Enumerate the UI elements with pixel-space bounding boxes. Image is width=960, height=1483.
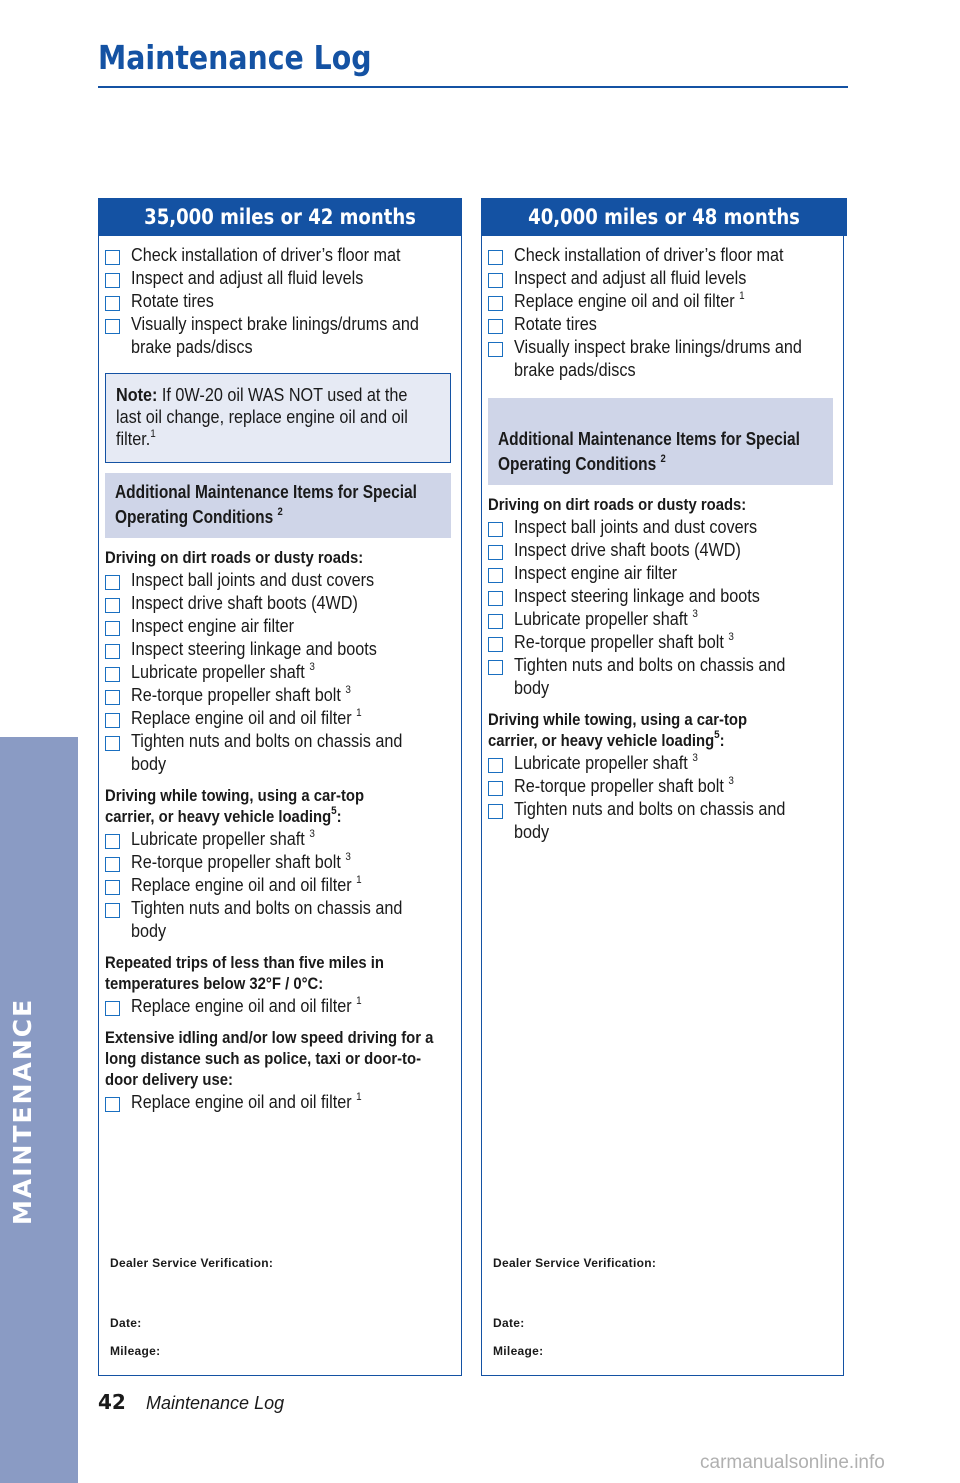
list-item: Replace engine oil and oil filter $^1$ [105,995,455,1018]
checkbox[interactable] [488,250,503,265]
list-item: Inspect and adjust all fluid levels [488,267,837,290]
list-item: Replace engine oil and oil filter $^1$ [105,707,455,730]
list-item: Tighten nuts and bolts on chassis and body [105,897,455,943]
list-item: Inspect drive shaft boots (4WD) [488,539,837,562]
checkbox[interactable] [488,273,503,288]
list-item: Re-torque propeller shaft bolt $^3$ [105,684,455,707]
checkbox[interactable] [488,637,503,652]
footer-section-name: Maintenance Log [146,1393,285,1413]
date-field: Date: [493,1316,525,1330]
checkbox[interactable] [105,273,120,288]
list-item: Inspect engine air filter [488,562,837,585]
checkbox[interactable] [488,545,503,560]
group-title: Driving on dirt roads or dusty roads: [105,549,364,567]
title-rule [98,86,848,88]
list-item: Inspect and adjust all fluid levels [105,267,455,290]
list-item: Inspect drive shaft boots (4WD) [105,592,455,615]
checkbox[interactable] [105,319,120,334]
dirt-road-group [488,495,837,700]
towing-group [105,786,455,943]
standard-items [488,244,837,382]
short-trips-group [105,953,455,1018]
checkbox[interactable] [105,1001,120,1016]
list-item: Replace engine oil and oil filter $^1$ [105,874,455,897]
checkbox[interactable] [105,880,120,895]
list-item: Tighten nuts and bolts on chassis and body [488,798,837,844]
checkbox[interactable] [488,660,503,675]
column-body [481,236,844,1376]
list-item: Replace engine oil and oil filter $^1$ [105,1091,455,1114]
dealer-verification: Dealer Service Verification: [110,1256,274,1270]
list-item: Rotate tires [488,313,837,336]
dealer-verification: Dealer Service Verification: [493,1256,657,1270]
checkbox[interactable] [488,522,503,537]
date-field: Date: [110,1316,142,1330]
list-item: Re-torque propeller shaft bolt $^3$ [105,851,455,874]
list-item: Re-torque propeller shaft bolt $^3$ [488,631,837,654]
dirt-road-group [105,548,455,776]
list-item: Lubricate propeller shaft $^3$ [488,608,837,631]
checkbox[interactable] [488,568,503,583]
checkbox[interactable] [488,614,503,629]
idling-group [105,1028,455,1114]
checkbox[interactable] [105,644,120,659]
group-title: Driving on dirt roads or dusty roads: [488,496,747,514]
checkbox[interactable] [105,667,120,682]
footer-page-number: 42 [98,1390,126,1414]
list-item: Lubricate propeller shaft $^3$ [105,828,455,851]
column-body [98,236,462,1376]
section-side-label [8,1165,48,1225]
checkbox[interactable] [105,1097,120,1112]
list-item: Inspect steering linkage and boots [488,585,837,608]
column-header: 40,000 miles or 48 months [481,198,847,236]
list-item: Lubricate propeller shaft $^3$ [488,752,837,775]
checkbox[interactable] [105,250,120,265]
checkbox[interactable] [105,598,120,613]
list-item: Replace engine oil and oil filter $^1$ [488,290,837,313]
page-title: Maintenance Log [98,38,372,77]
standard-items [105,244,455,359]
column-40000 [481,198,847,1376]
group-title: Extensive idling and/or low speed driving for a long distance such as police, taxi or door-to-door delivery use: [105,1029,434,1089]
oil-note: Note: If 0W-20 oil WAS NOT used at the last oil change, replace engine oil and oil filter.$^1$ [105,373,451,463]
special-conditions-heading: Additional Maintenance Items for Special Operating Conditions $^2$ [105,473,451,538]
towing-group [488,710,837,844]
checkbox[interactable] [488,781,503,796]
checkbox[interactable] [488,804,503,819]
list-item: Inspect ball joints and dust covers [488,516,837,539]
checkbox[interactable] [105,621,120,636]
checkbox[interactable] [488,342,503,357]
checkbox[interactable] [105,575,120,590]
special-conditions-heading: Additional Maintenance Items for Special Operating Conditions $^2$ [488,398,833,485]
checkbox[interactable] [488,591,503,606]
list-item: Tighten nuts and bolts on chassis and body [488,654,837,700]
list-item: Visually inspect brake linings/drums and brake pads/discs [488,336,837,382]
group-title: Driving while towing, using a car-top carrier, or heavy vehicle loading$^5$: [488,711,748,750]
checkbox[interactable] [105,857,120,872]
watermark: carmanualsonline.info [700,1452,885,1473]
list-item: Visually inspect brake linings/drums and brake pads/discs [105,313,455,359]
list-item: Inspect steering linkage and boots [105,638,455,661]
checkbox[interactable] [105,713,120,728]
mileage-field: Mileage: [110,1344,161,1358]
group-title: Driving while towing, using a car-top carrier, or heavy vehicle loading$^5$: [105,787,365,826]
checkbox[interactable] [105,690,120,705]
checkbox[interactable] [488,319,503,334]
list-item: Inspect ball joints and dust covers [105,569,455,592]
column-header: 35,000 miles or 42 months [98,198,462,236]
checkbox[interactable] [488,296,503,311]
mileage-field: Mileage: [493,1344,544,1358]
checkbox[interactable] [488,758,503,773]
list-item: Check installation of driver’s floor mat [105,244,455,267]
checkbox[interactable] [105,736,120,751]
list-item: Re-torque propeller shaft bolt $^3$ [488,775,837,798]
checkbox[interactable] [105,903,120,918]
column-35000 [98,198,462,1376]
list-item: Check installation of driver’s floor mat [488,244,837,267]
group-title: Repeated trips of less than five miles in temperatures below 32°F / 0°C: [105,954,384,993]
list-item: Lubricate propeller shaft $^3$ [105,661,455,684]
checkbox[interactable] [105,834,120,849]
list-item: Rotate tires [105,290,455,313]
checkbox[interactable] [105,296,120,311]
list-item: Inspect engine air filter [105,615,455,638]
list-item: Tighten nuts and bolts on chassis and body [105,730,455,776]
